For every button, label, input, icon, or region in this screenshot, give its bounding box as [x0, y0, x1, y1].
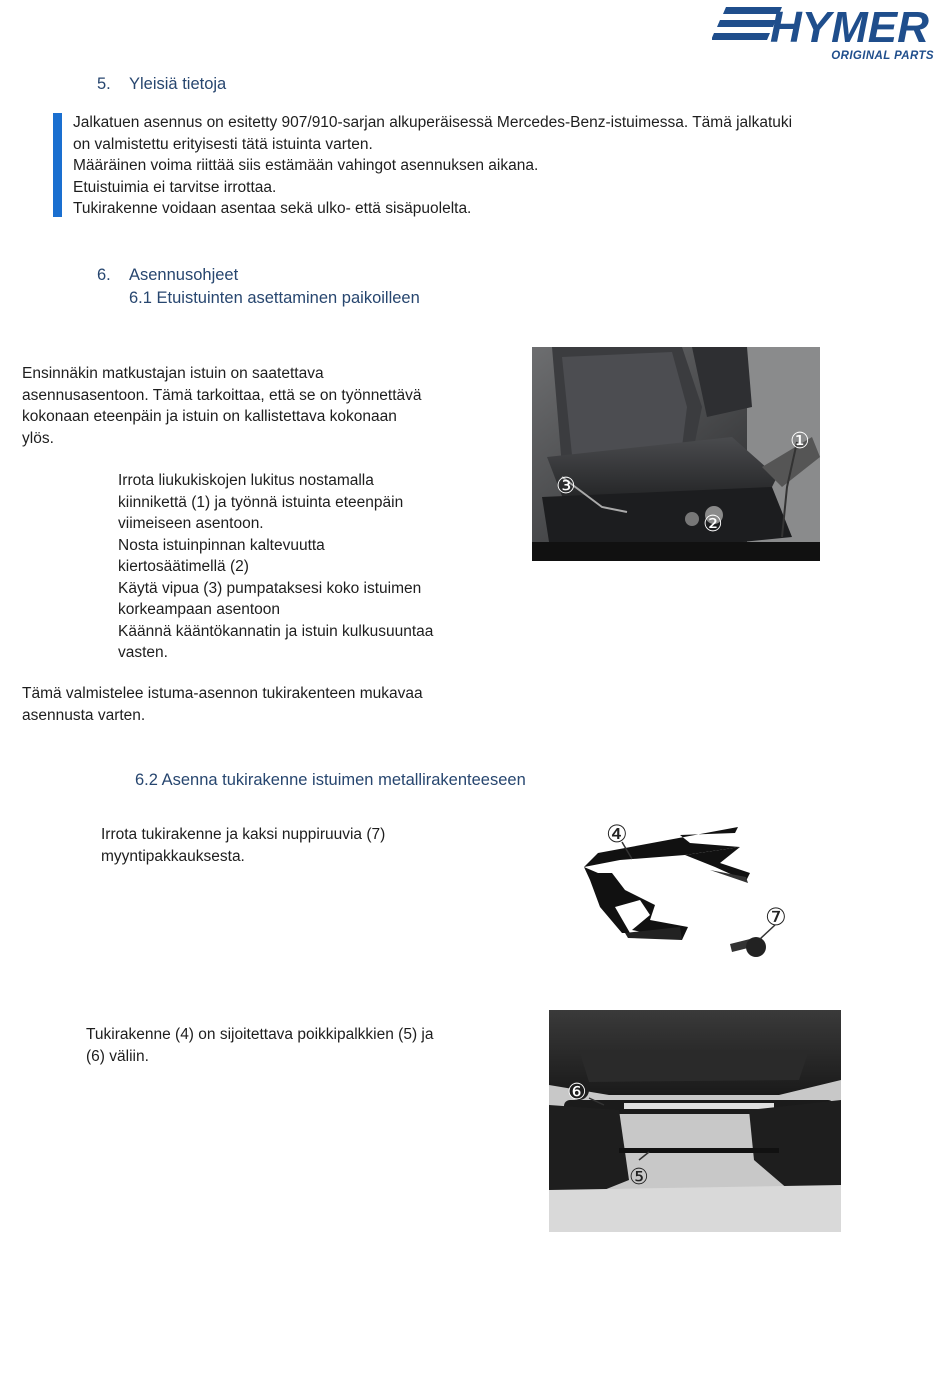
note-line: on valmistettu erityisesti tätä istuinta varten. [73, 135, 373, 153]
note-accent-bar [53, 113, 62, 217]
text-line: Tämä valmistelee istuma-asennon tukirakenteen mukavaa [22, 685, 423, 702]
text-line: myyntipakkauksesta. [101, 847, 245, 865]
section-6-heading [97, 264, 238, 286]
text-line: asennusasentoon. Tämä tarkoittaa, että se on työnnettävä [22, 386, 422, 404]
text-line: kiinnikettä (1) ja työnnä istuinta eteenpäin [118, 493, 404, 511]
text-line: Irrota liukukiskojen lukitus nostamalla [118, 472, 374, 489]
text-line: korkeampaan asentoon [118, 601, 281, 618]
text-line: Nosta istuinpinnan kaltevuutta [118, 536, 325, 554]
step-unpack-paragraph [101, 824, 385, 867]
text-line: vasten. [118, 644, 168, 661]
text-line: Tukirakenne (4) on sijoitettava poikkipalkkien (5) ja [86, 1026, 434, 1043]
step-position-paragraph [86, 1024, 433, 1067]
text-line: ylös. [22, 429, 54, 447]
logo-brand-text: HYMER [770, 5, 929, 47]
seat-adjust-steps [118, 470, 433, 664]
text-line: Ensinnäkin matkustajan istuin on saatettava [22, 365, 324, 382]
text-line: Käännä kääntökannatin ja istuin kulkusuuntaa [118, 622, 434, 640]
note-line: Etuistuimia ei tarvitse irrottaa. [73, 178, 277, 196]
text-line: viimeiseen asentoon. [118, 515, 264, 532]
section-number: 6. [97, 266, 111, 284]
support-parts-illustration [570, 815, 800, 975]
intro-paragraph [22, 363, 422, 449]
text-line: kiertosäätimellä (2) [118, 558, 249, 575]
general-info-note [73, 112, 893, 220]
seat-underside-photo [549, 1010, 841, 1232]
note-line: Määräinen voima riittää siis estämään vahingot asennuksen aikana. [73, 157, 539, 174]
photo-label-6: ⑥ [567, 1080, 587, 1105]
section-title: Yleisiä tietoja [129, 75, 227, 93]
section-number: 5. [97, 75, 111, 93]
part-label-7: ⑦ [765, 903, 787, 931]
hymer-logo [712, 5, 944, 61]
outro-paragraph [22, 683, 423, 726]
photo-label-3: ③ [556, 474, 576, 499]
text-line: (6) väliin. [86, 1047, 149, 1065]
text-line: kokonaan eteenpäin ja istuin on kallistettava kokonaan [22, 408, 397, 425]
note-line: Tukirakenne voidaan asentaa sekä ulko- että sisäpuolelta. [73, 200, 472, 217]
section-title: Asennusohjeet [129, 266, 239, 284]
subsection-6-2-heading: 6.2 Asenna tukirakenne istuimen metallirakenteeseen [135, 771, 526, 789]
text-line: Irrota tukirakenne ja kaksi nuppiruuvia (7) [101, 826, 386, 843]
part-label-4: ④ [606, 820, 628, 848]
logo-subtitle: ORIGINAL PARTS [831, 50, 934, 62]
text-line: asennusta varten. [22, 706, 146, 724]
subsection-6-1-heading: 6.1 Etuistuinten asettaminen paikoilleen [129, 289, 420, 307]
photo-label-2: ② [703, 512, 723, 537]
text-line: Käytä vipua (3) pumpataksesi koko istuimen [118, 579, 422, 597]
photo-label-1: ① [790, 429, 810, 454]
seat-adjustment-photo [532, 347, 820, 561]
photo-label-5: ⑤ [629, 1165, 649, 1190]
note-line: Jalkatuen asennus on esitetty 907/910-sarjan alkuperäisessä Mercedes-Benz-istuimessa. Tämä jalkatuki [73, 114, 793, 131]
hymer-logo-mark [712, 5, 944, 47]
section-5-heading [97, 73, 226, 95]
